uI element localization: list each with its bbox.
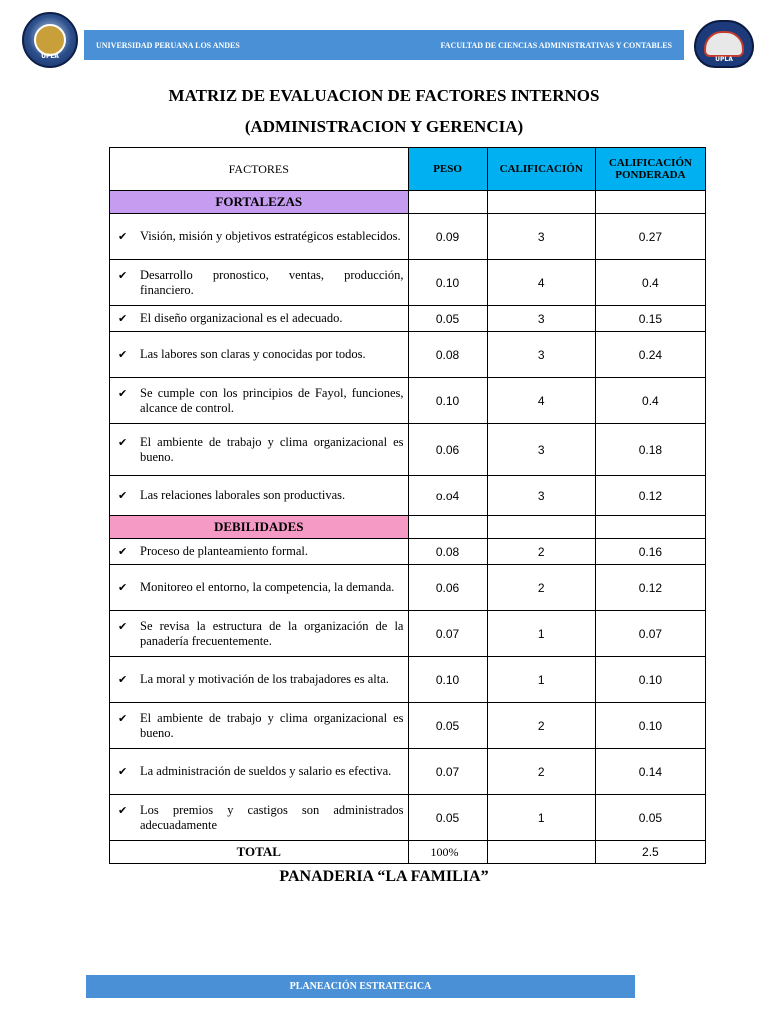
- table-row: [110, 378, 706, 424]
- total-calificacion: [487, 841, 595, 864]
- table-row: [110, 332, 706, 378]
- calificacion-value: 1: [487, 657, 595, 703]
- ponderada-value: 0.07: [595, 611, 705, 657]
- checkmark-icon: ✔: [118, 386, 128, 400]
- table-header-row: [110, 148, 706, 191]
- factor-text: Las relaciones laborales son productivas.: [140, 488, 346, 502]
- checkmark-icon: ✔: [118, 489, 128, 502]
- table-row: [110, 214, 706, 260]
- calificacion-value: 3: [487, 424, 595, 476]
- ponderada-value: 0.16: [595, 539, 705, 565]
- debilidades-row: [110, 516, 706, 539]
- fortalezas-label: FORTALEZAS: [110, 191, 409, 214]
- calificacion-value: 4: [487, 378, 595, 424]
- debilidades-label: DEBILIDADES: [110, 516, 409, 539]
- factor-item: [110, 762, 408, 781]
- calificacion-value: 3: [487, 476, 595, 516]
- factor-item: [110, 433, 408, 467]
- table-row: [110, 306, 706, 332]
- table-row: [110, 539, 706, 565]
- debilidades-empty-cell: [408, 516, 487, 539]
- factor-text: Los premios y castigos son administrados adecuadamente: [140, 802, 404, 832]
- faculty-emblem-icon: [704, 31, 744, 57]
- evaluation-matrix-table: [109, 147, 706, 864]
- header-ponderada: CALIFICACIÓN PONDERADA: [595, 148, 705, 191]
- factor-cell: [110, 214, 409, 260]
- peso-value: 0.08: [408, 539, 487, 565]
- factor-text: Visión, misión y objetivos estratégicos establecidos.: [140, 229, 401, 243]
- peso-value: 0.07: [408, 611, 487, 657]
- debilidades-empty-cell: [487, 516, 595, 539]
- peso-value: 0.06: [408, 565, 487, 611]
- calificacion-value: 3: [487, 214, 595, 260]
- total-row: [110, 841, 706, 864]
- factor-text: El diseño organizacional es el adecuado.: [140, 311, 343, 325]
- checkmark-icon: ✔: [118, 711, 128, 725]
- factor-item: [110, 542, 408, 561]
- logo-right-mark: UPLA: [715, 56, 733, 63]
- factor-item: [110, 670, 408, 689]
- factor-cell: [110, 657, 409, 703]
- university-logo: [22, 12, 78, 68]
- fortalezas-empty-cell: [595, 191, 705, 214]
- table-row: [110, 703, 706, 749]
- factor-text: Se revisa la estructura de la organización de la panadería frecuentemente.: [140, 618, 404, 648]
- ponderada-value: 0.12: [595, 565, 705, 611]
- document-title: MATRIZ DE EVALUACION DE FACTORES INTERNOS: [168, 86, 600, 105]
- factor-item: [110, 384, 408, 418]
- table-row: [110, 749, 706, 795]
- factor-item: [110, 486, 408, 505]
- ponderada-value: 0.14: [595, 749, 705, 795]
- ponderada-value: 0.12: [595, 476, 705, 516]
- checkmark-icon: ✔: [118, 312, 128, 325]
- ponderada-value: 0.4: [595, 260, 705, 306]
- table-row: [110, 476, 706, 516]
- table-row: [110, 565, 706, 611]
- factor-cell: [110, 306, 409, 332]
- faculty-name: FACULTAD DE CIENCIAS ADMINISTRATIVAS Y CONTABLES: [440, 40, 672, 50]
- factor-cell: [110, 539, 409, 565]
- checkmark-icon: ✔: [118, 230, 128, 243]
- total-label: TOTAL: [110, 841, 409, 864]
- peso-value: 0.05: [408, 306, 487, 332]
- factor-item: [110, 345, 408, 364]
- checkmark-icon: ✔: [118, 581, 128, 594]
- ponderada-value: 0.10: [595, 703, 705, 749]
- calificacion-value: 2: [487, 703, 595, 749]
- factor-text: Las labores son claras y conocidas por todos.: [140, 347, 366, 361]
- header-bar: [84, 30, 684, 60]
- peso-value: 0.09: [408, 214, 487, 260]
- factor-cell: [110, 424, 409, 476]
- calificacion-value: 4: [487, 260, 595, 306]
- calificacion-value: 2: [487, 539, 595, 565]
- logo-left-mark: UPLA: [41, 53, 59, 60]
- company-name: PANADERIA “LA FAMILIA”: [279, 868, 489, 885]
- peso-value: 0.05: [408, 703, 487, 749]
- checkmark-icon: ✔: [118, 348, 128, 361]
- factor-text: La moral y motivación de los trabajadores es alta.: [140, 672, 389, 686]
- faculty-logo: [694, 20, 754, 68]
- seal-emblem-icon: [34, 24, 66, 56]
- calificacion-value: 1: [487, 795, 595, 841]
- factor-cell: [110, 378, 409, 424]
- factor-cell: [110, 795, 409, 841]
- factor-cell: [110, 476, 409, 516]
- factor-cell: [110, 703, 409, 749]
- ponderada-value: 0.15: [595, 306, 705, 332]
- factor-text: El ambiente de trabajo y clima organizacional es bueno.: [140, 434, 404, 464]
- table-row: [110, 424, 706, 476]
- calificacion-value: 3: [487, 306, 595, 332]
- calificacion-value: 3: [487, 332, 595, 378]
- factor-cell: [110, 611, 409, 657]
- table-row: [110, 795, 706, 841]
- factor-item: [110, 801, 408, 835]
- factor-text: La administración de sueldos y salario es efectiva.: [140, 764, 392, 778]
- ponderada-value: 0.24: [595, 332, 705, 378]
- table-body: [110, 191, 706, 864]
- factor-item: [110, 309, 408, 328]
- calificacion-value: 1: [487, 611, 595, 657]
- factor-cell: [110, 260, 409, 306]
- checkmark-icon: ✔: [118, 619, 128, 633]
- header-factores: FACTORES: [110, 148, 409, 191]
- header-peso: PESO: [408, 148, 487, 191]
- peso-value: 0.07: [408, 749, 487, 795]
- factor-text: Monitoreo el entorno, la competencia, la demanda.: [140, 580, 395, 594]
- peso-value: 0.10: [408, 657, 487, 703]
- table-row: [110, 611, 706, 657]
- fortalezas-row: [110, 191, 706, 214]
- factor-cell: [110, 332, 409, 378]
- header-calificacion: CALIFICACIÓN: [487, 148, 595, 191]
- ponderada-value: 0.18: [595, 424, 705, 476]
- factor-item: [110, 709, 408, 743]
- peso-value: 0.06: [408, 424, 487, 476]
- calificacion-value: 2: [487, 749, 595, 795]
- total-peso: 100%: [408, 841, 487, 864]
- checkmark-icon: ✔: [118, 268, 128, 282]
- factor-text: Proceso de planteamiento formal.: [140, 544, 308, 558]
- factor-item: [110, 266, 408, 300]
- ponderada-value: 0.05: [595, 795, 705, 841]
- fortalezas-empty-cell: [408, 191, 487, 214]
- peso-value: 0.10: [408, 378, 487, 424]
- peso-value: o.o4: [408, 476, 487, 516]
- table-row: [110, 657, 706, 703]
- total-ponderada: 2.5: [595, 841, 705, 864]
- factor-cell: [110, 565, 409, 611]
- peso-value: 0.10: [408, 260, 487, 306]
- ponderada-value: 0.10: [595, 657, 705, 703]
- checkmark-icon: ✔: [118, 765, 128, 778]
- document-subtitle: (ADMINISTRACION Y GERENCIA): [244, 117, 524, 136]
- checkmark-icon: ✔: [118, 803, 128, 817]
- peso-value: 0.05: [408, 795, 487, 841]
- debilidades-empty-cell: [595, 516, 705, 539]
- university-name: UNIVERSIDAD PERUANA LOS ANDES: [96, 40, 240, 50]
- calificacion-value: 2: [487, 565, 595, 611]
- factor-text: Desarrollo pronostico, ventas, producción, financiero.: [140, 267, 404, 297]
- table-row: [110, 260, 706, 306]
- factor-item: [110, 578, 408, 597]
- fortalezas-empty-cell: [487, 191, 595, 214]
- checkmark-icon: ✔: [118, 545, 128, 558]
- ponderada-value: 0.4: [595, 378, 705, 424]
- ponderada-value: 0.27: [595, 214, 705, 260]
- checkmark-icon: ✔: [118, 435, 128, 449]
- footer-bar: [86, 975, 635, 998]
- factor-item: [110, 227, 408, 246]
- factor-cell: [110, 749, 409, 795]
- factor-item: [110, 617, 408, 651]
- factor-text: El ambiente de trabajo y clima organizacional es bueno.: [140, 710, 404, 740]
- factor-text: Se cumple con los principios de Fayol, funciones, alcance de control.: [140, 385, 404, 415]
- checkmark-icon: ✔: [118, 673, 128, 686]
- peso-value: 0.08: [408, 332, 487, 378]
- footer-text: PLANEACIÓN ESTRATEGICA: [289, 981, 432, 992]
